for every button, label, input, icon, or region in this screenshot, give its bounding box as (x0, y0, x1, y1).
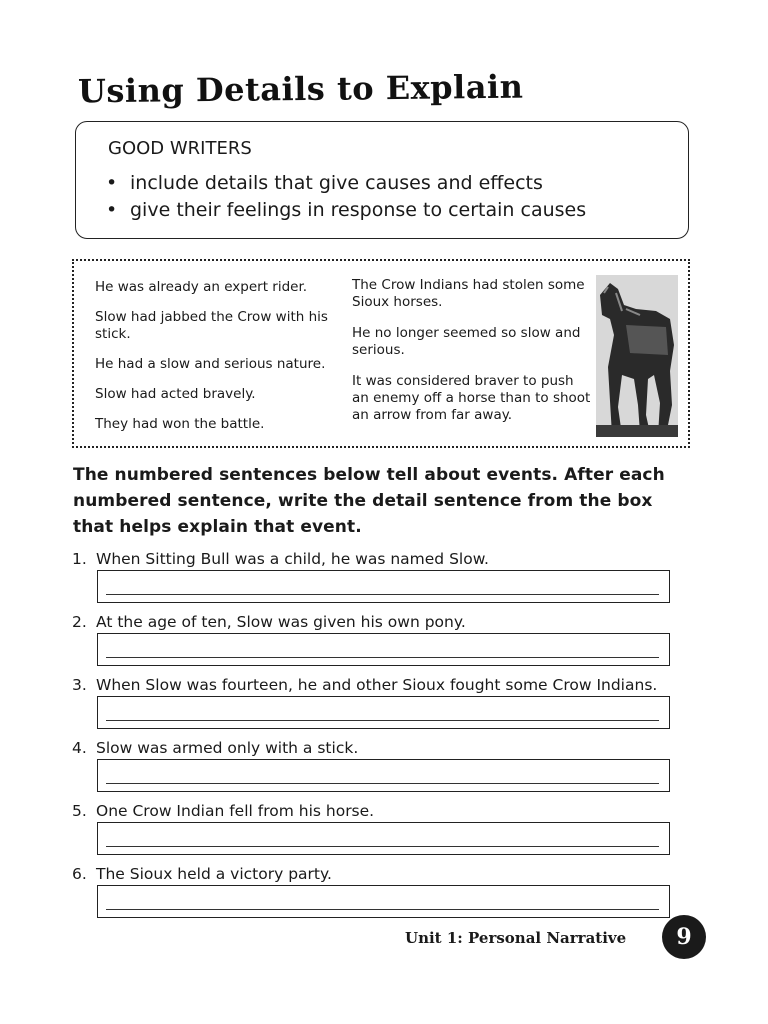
answer-line (106, 657, 659, 658)
question-sentence: The Sioux held a victory party. (96, 865, 332, 883)
question-item (72, 676, 692, 694)
good-writers-heading: GOOD WRITERS (108, 138, 252, 159)
answer-field[interactable] (97, 885, 670, 918)
bullet-icon: • (106, 199, 118, 221)
question-item (72, 613, 692, 631)
question-number: 4. (72, 739, 87, 757)
question-number: 1. (72, 550, 87, 568)
detail-sentence: He was already an expert rider. (95, 279, 308, 295)
question-number: 6. (72, 865, 87, 883)
detail-column-left (95, 279, 345, 446)
answer-line (106, 720, 659, 721)
footer-unit-label: Unit 1: Personal Narrative (405, 929, 627, 947)
detail-sentence: He had a slow and serious nature. (95, 356, 326, 372)
horse-icon (596, 275, 678, 437)
question-sentence: One Crow Indian fell from his horse. (96, 802, 375, 820)
question-item (72, 802, 692, 820)
good-writers-box (75, 121, 689, 239)
question-item (72, 550, 692, 568)
detail-column-right (352, 277, 592, 438)
detail-sentence: He no longer seemed so slow and serious. (352, 325, 581, 358)
answer-field[interactable] (97, 759, 670, 792)
question-sentence: When Sitting Bull was a child, he was named Slow. (96, 550, 489, 568)
question-item (72, 865, 692, 883)
question-text (72, 613, 692, 631)
bullet-text: give their feelings in response to certain causes (130, 199, 587, 221)
answer-line (106, 846, 659, 847)
answer-line (106, 909, 659, 910)
question-text (72, 802, 692, 820)
detail-sentence: The Crow Indians had stolen some Sioux horses. (352, 277, 585, 310)
instructions: The numbered sentences below tell about events. After each numbered sentence, write the detail sentence from the box that helps explain that event. (73, 465, 665, 537)
detail-sentence: Slow had jabbed the Crow with his stick. (95, 309, 328, 342)
question-number: 3. (72, 676, 87, 694)
detail-sentence: It was considered braver to push an enemy off a horse than to shoot an arrow from far away. (352, 373, 591, 423)
list-item (106, 170, 586, 197)
answer-field[interactable] (97, 570, 670, 603)
detail-sentences-box (72, 259, 690, 448)
detail-sentence: They had won the battle. (95, 416, 265, 432)
answer-field[interactable] (97, 696, 670, 729)
bullet-text: include details that give causes and effects (130, 172, 543, 194)
question-text (72, 865, 692, 883)
detail-sentence: Slow had acted bravely. (95, 386, 256, 402)
question-number: 5. (72, 802, 87, 820)
question-sentence: At the age of ten, Slow was given his own pony. (96, 613, 466, 631)
question-item (72, 739, 692, 757)
question-text (72, 676, 692, 694)
question-number: 2. (72, 613, 87, 631)
page-title: Using Details to Explain (77, 67, 524, 111)
answer-field[interactable] (97, 633, 670, 666)
page-number-badge: 9 (662, 915, 706, 959)
bullet-icon: • (106, 172, 118, 194)
question-text (72, 550, 692, 568)
question-sentence: Slow was armed only with a stick. (96, 739, 359, 757)
question-text (72, 739, 692, 757)
answer-field[interactable] (97, 822, 670, 855)
question-sentence: When Slow was fourteen, he and other Sioux fought some Crow Indians. (96, 676, 658, 694)
answer-line (106, 783, 659, 784)
good-writers-list (106, 170, 586, 224)
list-item (106, 197, 586, 224)
answer-line (106, 594, 659, 595)
